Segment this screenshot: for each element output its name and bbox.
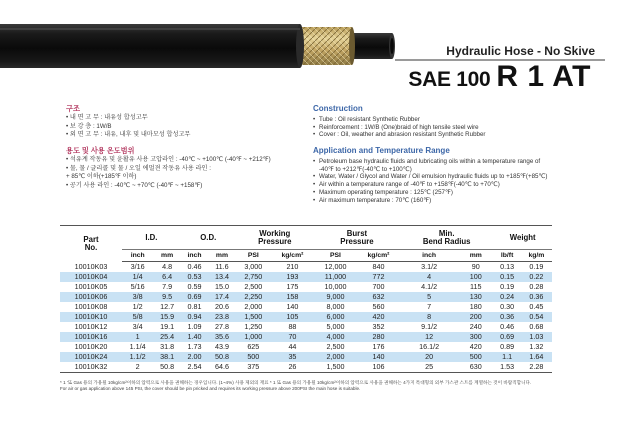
title-type: R 1 AT [496,60,591,93]
table-cell: 10,000 [324,282,347,291]
table-cell: 5/16 [130,282,145,291]
part-number-cell: 10010K08 [74,302,108,311]
table-cell: 50.8 [208,352,235,362]
product-subtitle: Hydraulic Hose - No Skive [446,44,595,58]
table-cell: 560 [372,302,385,311]
english-application-item: • Air maximum temperature : 70℃ (160℉) [313,197,553,205]
table-cell: 11.6 [215,262,229,271]
table-row [60,332,552,342]
table-cell: 15.9 [153,312,180,322]
part-number-cell: 10010K04 [60,272,122,282]
table-cell: 1.40 [181,332,208,342]
spec-table [60,225,552,373]
table-cell: 26 [271,362,314,373]
unit-header: mm [153,250,180,262]
unit-header: lb/ft [493,250,520,262]
table-cell: 25 [400,362,458,373]
header-weight: Weight [493,226,552,250]
table-cell: 840 [372,262,385,271]
table-cell: 6,000 [314,312,357,322]
table-cell: 500 [236,352,271,362]
english-construction-item: • Cover : Oil, weather and abrasion resistant Synthetic Rubber [313,131,553,139]
table-row [60,302,552,312]
table-cell: 1 [122,332,153,342]
table-cell: 3/4 [132,322,143,331]
table-cell: 70 [271,332,314,342]
part-number-cell: 10010K20 [74,342,108,351]
table-cell: 5 [400,292,458,302]
table-cell: 38.1 [153,352,180,362]
header-burst-pressure-label: Burst Pressure [340,228,374,246]
table-cell: 9,000 [314,292,357,302]
table-cell: 632 [357,292,400,302]
table-cell: 0.15 [493,272,520,282]
table-cell: 4 [400,272,458,282]
table-cell: 4.8 [162,262,173,271]
table-cell: 0.68 [529,322,544,331]
header-id: I.D. [122,226,181,250]
table-cell: 27.8 [214,322,229,331]
part-number-cell: 10010K24 [60,352,122,362]
part-number-cell: 10010K16 [60,332,122,342]
header-bend-radius [400,226,493,250]
english-application-item: • Petroleum base hydraulic fluids and lubricating oils within a temperature range of -40℉ to +212℉(-40℃ to +100℃) [313,158,553,173]
table-cell: 240 [469,322,482,331]
table-cell: 11,000 [314,272,357,282]
table-cell: 13.4 [208,272,235,282]
table-cell: 1,500 [236,312,271,322]
table-cell: 8,000 [326,302,345,311]
table-cell: 280 [357,332,400,342]
table-cell: 50.8 [153,362,180,373]
table-cell: 0.19 [529,262,544,271]
table-cell: 12 [400,332,458,342]
english-application-item: • Maximum operating temperature : 125℃ (257℉) [313,189,553,197]
table-cell: 105 [271,312,314,322]
table-cell: 0.53 [181,272,208,282]
table-cell: 352 [372,322,385,331]
table-cell: 6.4 [153,272,180,282]
table-cell: 19.1 [160,322,175,331]
table-cell: 90 [471,262,480,271]
table-cell: 35.6 [208,332,235,342]
table-cell: 140 [286,302,299,311]
table-cell: 2.28 [521,362,552,373]
table-cell: 0.81 [187,302,202,311]
table-cell: 300 [458,332,493,342]
header-od: O.D. [181,226,236,250]
table-cell: 180 [469,302,482,311]
table-row [60,352,552,362]
korean-application-line: • 물, 물 / 글리콜 및 물 / 오일 에멀젼 작동유 사용 라인 : [66,164,211,172]
table-cell: 3/8 [122,292,153,302]
unit-header: kg/m [521,250,552,262]
table-cell: 0.28 [529,282,544,291]
table-cell: 100 [458,272,493,282]
table-cell: 20 [400,352,458,362]
part-number-cell: 10010K32 [60,362,122,373]
table-cell: 8 [400,312,458,322]
table-cell: 17.4 [208,292,235,302]
english-construction-heading: Construction [313,104,363,113]
table-row [60,362,552,373]
part-number-cell: 10010K03 [74,261,108,271]
table-cell: 500 [458,352,493,362]
table-cell: 1.64 [521,352,552,362]
table-cell: 420 [469,342,482,351]
table-cell: 4.1/2 [421,282,438,291]
header-bend-radius-label: Min. Bend Radius [422,228,471,246]
table-cell: 2,000 [244,302,263,311]
unit-row [60,250,552,262]
table-cell: 0.69 [493,332,520,342]
table-cell: 12.7 [160,302,175,311]
table-row [60,282,552,292]
table-cell: 0.54 [521,312,552,322]
table-cell: 7 [427,302,432,311]
footnote-korean: * 1 '또 Gas 용의 가용될 10kg/cm²이하의 압력으로 사용을 권해하는 경우입니다. (1~4%) 사용 제외의 재료 * 1 또 Gas 용의 가용될 10kg/cm²이하의 압력으로 사용을 권해하는 4가지 특대형의 외부 가스관 스트를 계열하는 것이 바람직합니다. [60,380,532,385]
table-row [60,292,552,302]
table-row [60,272,552,282]
korean-application-line: • 석유계 작동유 및 윤활유 사용 고압라인 : -40℃ ~ +100℃ (-40℉ ~ +212℉) [66,156,271,163]
part-number-cell: 10010K05 [74,282,108,291]
table-cell: 43.9 [214,342,229,351]
table-cell: 1/4 [122,272,153,282]
korean-construction-heading: 구조 [66,104,80,113]
unit-header: kg/cm² [357,250,400,262]
table-cell: 200 [458,312,493,322]
table-cell: 9.1/2 [421,322,438,331]
part-number-cell: 10010K06 [60,292,122,302]
korean-application-line: • 공기 사용 라인 : -40℃ ~ +70℃ (-40℉ ~ +158℉) [66,181,203,189]
unit-header: kg/cm² [271,250,314,262]
table-row [60,312,552,322]
table-cell: 0.59 [187,282,202,291]
korean-application [66,146,306,190]
table-cell: 1/2 [132,302,143,311]
table-cell: 1.73 [187,342,202,351]
table-cell: 20.6 [214,302,229,311]
table-cell: 9.5 [153,292,180,302]
unit-header: inch [400,250,458,262]
english-construction-item: • Tube : Oil resistant Synthetic Rubber [313,116,553,124]
table-cell: 35 [271,352,314,362]
english-application-heading: Application and Temperature Range [313,146,450,155]
table-cell: 0.36 [493,312,520,322]
korean-application-line: + 85℃ 이하(+185℉ 이하) [66,173,137,181]
english-application-item: • Water, Water / Glycol and Water / Oil emulsion hydraulic fluids up to +185℉(+85℃) [313,173,553,181]
table-cell: 0.69 [181,292,208,302]
table-cell: 1.32 [529,342,544,351]
table-cell: 630 [458,362,493,373]
table-cell: 23.8 [208,312,235,322]
korean-construction [66,104,306,140]
product-title [408,62,591,92]
table-row [60,262,552,273]
table-cell: 625 [247,342,260,351]
table-cell: 0.36 [521,292,552,302]
korean-construction-line: • 외 면 고 무 : 내유, 내후 및 내마모성 합성고무 [66,131,191,139]
table-cell: 2,750 [236,272,271,282]
table-cell: 106 [357,362,400,373]
unit-header: PSI [236,250,271,262]
part-number-cell: 10010K10 [60,312,122,322]
unit-header: inch [122,250,153,262]
table-cell: 64.6 [208,362,235,373]
header-working-pressure-label: Working Pressure [258,228,292,246]
table-row [60,342,552,352]
table-cell: 0.45 [529,302,544,311]
header-working-pressure [236,226,314,250]
header-burst-pressure [314,226,400,250]
table-cell: 0.94 [181,312,208,322]
table-cell: 1.1/2 [122,352,153,362]
footnote-english: For air or gas application above 145 PSI, the cover should be pin pricked and requires its working pressure above 200PSI the main hose is suitable. [60,386,361,391]
table-cell: 2.00 [181,352,208,362]
korean-construction-line: • 보 강 층 : 1W/B [66,122,112,130]
table-cell: 0.13 [500,262,515,271]
table-row [60,322,552,332]
table-cell: 140 [357,352,400,362]
table-cell: 2,500 [326,342,345,351]
table-cell: 1.1/4 [129,342,146,351]
unit-header: mm [208,250,235,262]
table-cell: 375 [236,362,271,373]
unit-header: PSI [314,250,357,262]
korean-application-heading: 용도 및 사용 온도범위 [66,146,135,155]
table-cell: 115 [470,282,482,291]
table-cell: 16.1/2 [419,342,440,351]
table-cell: 2,000 [314,352,357,362]
table-cell: 0.19 [500,282,515,291]
table-cell: 158 [271,292,314,302]
table-cell: 193 [271,272,314,282]
table-cell: 1.1 [493,352,520,362]
table-cell: 420 [357,312,400,322]
table-cell: 15.0 [214,282,229,291]
table-cell: 700 [372,282,385,291]
unit-header: mm [458,250,493,262]
table-cell: 176 [372,342,385,351]
table-cell: 130 [458,292,493,302]
table-cell: 44 [288,342,297,351]
table-cell: 2 [122,362,153,373]
table-cell: 3,000 [244,262,263,271]
table-cell: 0.46 [187,262,202,271]
table-cell: 0.46 [500,322,515,331]
table-cell: 0.89 [500,342,515,351]
table-cell: 0.22 [521,272,552,282]
table-cell: 2,250 [236,292,271,302]
english-application-item: • Air within a temperature range of -40℉ to +158℉(-40℃ to +70℃) [313,181,553,189]
spec-table-body [60,262,552,373]
table-cell: 88 [288,322,297,331]
part-number-cell: 10010K12 [74,322,108,331]
table-cell: 0.30 [500,302,515,311]
table-cell: 175 [286,282,299,291]
table-cell: 31.8 [160,342,175,351]
hose-image [0,20,395,72]
footnote [60,380,565,392]
table-cell: 12,000 [324,262,347,271]
table-cell: 5,000 [326,322,345,331]
table-cell: 1.09 [187,322,202,331]
english-application [313,146,553,204]
table-cell: 2.54 [181,362,208,373]
title-standard: SAE 100 [408,68,491,91]
table-cell: 210 [286,262,299,271]
table-cell: 772 [357,272,400,282]
table-cell: 2,500 [244,282,263,291]
english-construction [313,104,553,139]
table-cell: 3.1/2 [421,262,438,271]
header-part-no [60,226,122,262]
table-cell: 25.4 [153,332,180,342]
table-cell: 1.53 [493,362,520,373]
korean-construction-line: • 내 면 고 무 : 내유성 합성고무 [66,114,148,121]
table-cell: 0.24 [493,292,520,302]
table-cell: 3/16 [130,262,145,271]
header-part-no-label: Part No. [83,234,99,252]
table-cell: 1.03 [521,332,552,342]
table-cell: 5/8 [122,312,153,322]
unit-header: inch [181,250,208,262]
english-construction-item: • Reinforcement : 1W/B (One)braid of high tensile steel wire [313,124,553,132]
table-cell: 1,500 [314,362,357,373]
table-cell: 1,250 [244,322,263,331]
table-cell: 4,000 [314,332,357,342]
table-cell: 7.9 [162,282,173,291]
table-cell: 1,000 [236,332,271,342]
